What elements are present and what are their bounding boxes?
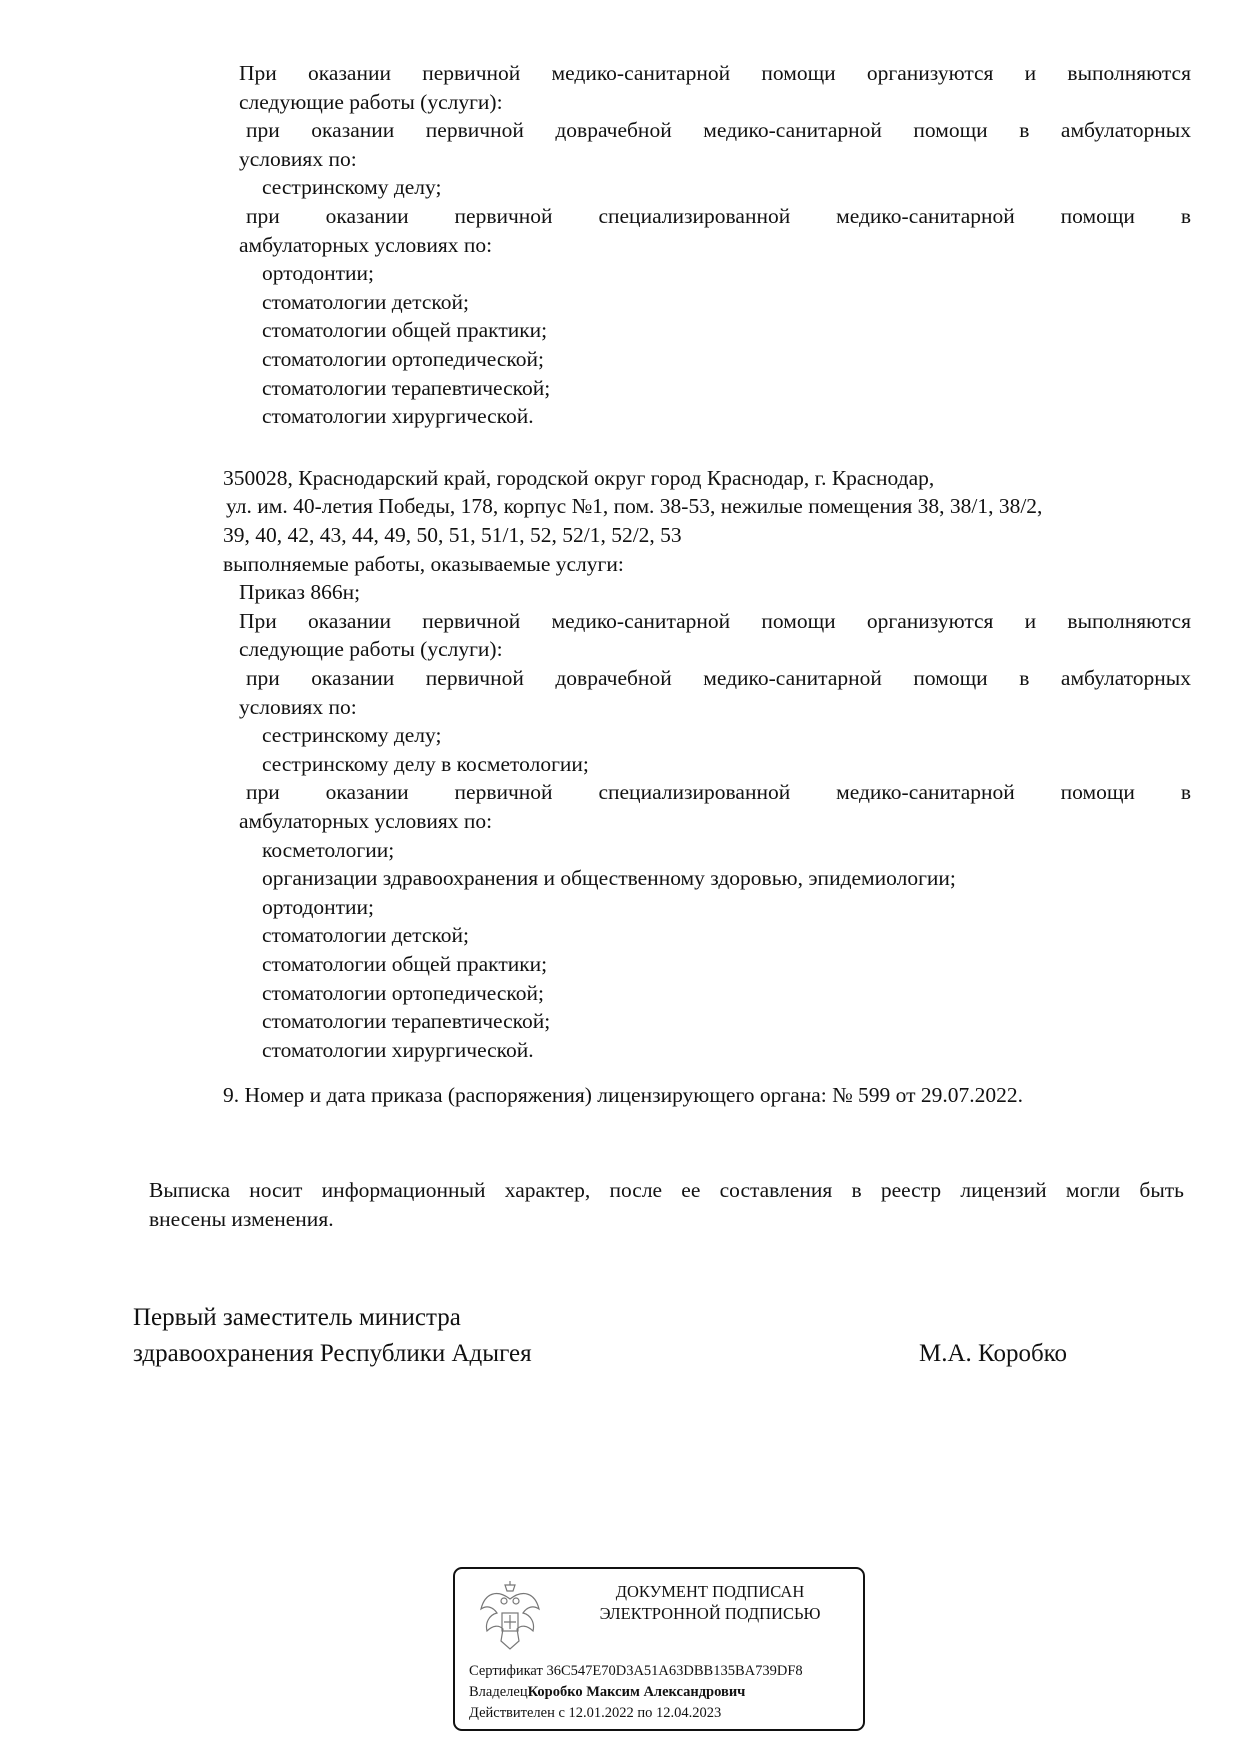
service-list-item: сестринскому делу; (262, 175, 442, 200)
signer-position-line1: Первый заместитель министра (133, 1304, 461, 1331)
text-line: 39, 40, 42, 43, 44, 49, 50, 51, 51/1, 52, 52/1, 52/2, 53 (223, 523, 682, 547)
service-list-item: стоматологии общей практики; (262, 952, 548, 976)
text-line: При оказании первичной медико-санитарной помощи организуются и выполняются (239, 61, 1191, 85)
signer-name: М.А. Коробко (919, 1340, 1068, 1367)
service-list-item: ортодонтии; (262, 894, 375, 919)
certificate-value: 36C547E70D3A51A63DBB135BA739DF8 (546, 1663, 803, 1679)
text-line: При оказании первичной медико-санитарной помощи организуются и выполняются (239, 608, 1191, 633)
text-line: 9. Номер и дата приказа (распоряжения) лицензирующего органа: № 599 от 29.07.2022. (223, 1083, 1024, 1108)
service-list-item: организации здравоохранения и общественному здоровью, эпидемиологии; (262, 866, 956, 891)
text-line: при оказании первичной доврачебной медико-санитарной помощи в амбулаторных (246, 118, 1191, 143)
service-list-item: стоматологии общей практики; (262, 318, 548, 343)
certificate-row (469, 1661, 803, 1682)
owner-row (469, 1682, 745, 1703)
electronic-signature-stamp (453, 1567, 865, 1731)
service-list-item: стоматологии терапевтической; (262, 1009, 551, 1034)
service-list-item: стоматологии хирургической. (262, 1037, 534, 1062)
service-list-item: стоматологии терапевтической; (262, 375, 551, 400)
certificate-label: Сертификат (469, 1663, 543, 1679)
service-list-item: стоматологии ортопедической; (262, 347, 545, 371)
service-list-item: ортодонтии; (262, 261, 375, 286)
text-line: при оказании первичной специализированной медико-санитарной помощи в (246, 780, 1191, 805)
service-list-item: стоматологии детской; (262, 923, 469, 948)
text-line: условиях по: (239, 146, 357, 171)
text-line: следующие работы (услуги): (239, 637, 503, 662)
text-line: ул. им. 40-летия Победы, 178, корпус №1, пом. 38-53, нежилые помещения 38, 38/1, 38/2, (226, 494, 1043, 519)
service-list-item: стоматологии ортопедической; (262, 980, 545, 1005)
owner-label: Владелец (469, 1684, 528, 1700)
stamp-title-line2: ЭЛЕКТРОННОЙ ПОДПИСЬЮ (599, 1604, 821, 1623)
service-list-item: косметологии; (262, 837, 395, 862)
service-list-item: сестринскому делу в косметологии; (262, 751, 589, 776)
owner-value: Коробко Максим Александрович (527, 1684, 746, 1700)
text-line: Выписка носит информационный характер, после ее составления в реестр лицензий могли быть (149, 1178, 1184, 1202)
coat-of-arms-icon (477, 1579, 543, 1655)
text-line: следующие работы (услуги): (239, 89, 503, 114)
text-line: 350028, Краснодарский край, городской округ город Краснодар, г. Краснодар, (223, 465, 935, 490)
service-list-item: стоматологии детской; (262, 289, 469, 314)
text-line: выполняемые работы, оказываемые услуги: (223, 551, 624, 576)
text-line: при оказании первичной доврачебной медико-санитарной помощи в амбулаторных (246, 666, 1191, 690)
service-list-item: стоматологии хирургической. (262, 404, 534, 429)
text-line: Приказ 866н; (239, 580, 361, 605)
text-line: условиях по: (239, 694, 357, 719)
signer-position-line2: здравоохранения Республики Адыгея (133, 1340, 532, 1367)
text-line: внесены изменения. (149, 1206, 334, 1231)
text-line: амбулаторных условиях по: (239, 232, 493, 257)
text-line: амбулаторных условиях по: (239, 809, 493, 833)
text-line: при оказании первичной специализированной медико-санитарной помощи в (246, 204, 1191, 228)
validity-text: Действителен с 12.01.2022 по 12.04.2023 (469, 1705, 722, 1721)
stamp-title-line1: ДОКУМЕНТ ПОДПИСАН (615, 1582, 805, 1601)
service-list-item: сестринскому делу; (262, 723, 442, 748)
